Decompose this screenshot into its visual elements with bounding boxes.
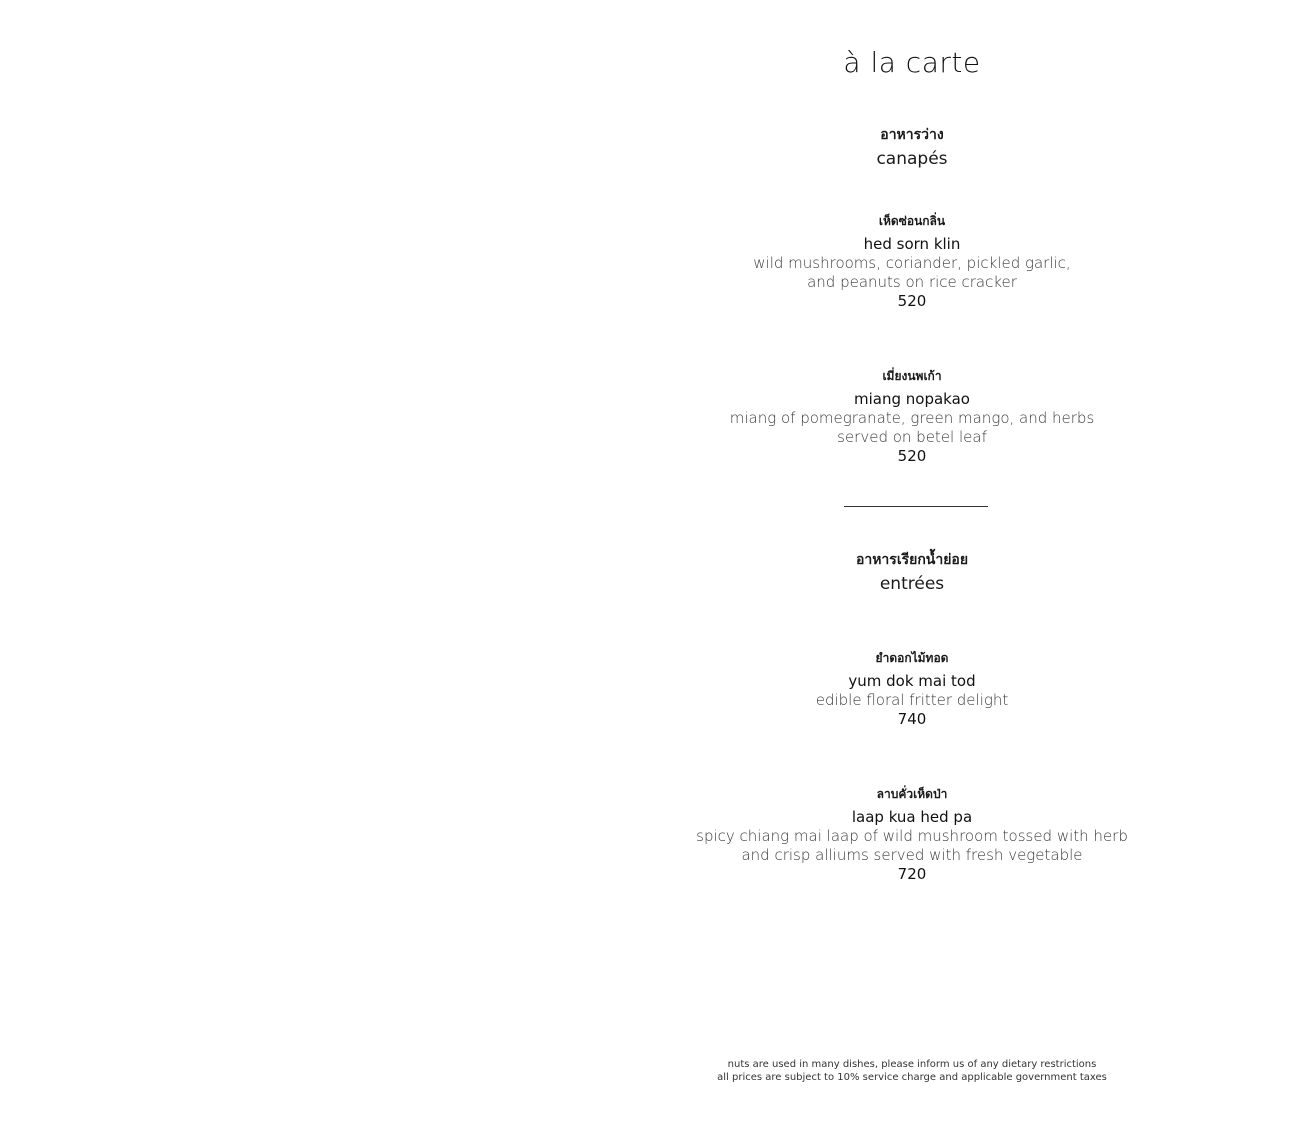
dish-name: miang nopakao xyxy=(854,390,970,408)
dish-description-line: and peanuts on rice cracker xyxy=(807,273,1017,291)
dish-price: 740 xyxy=(897,710,927,728)
dish-name: laap kua hed pa xyxy=(851,808,973,826)
dish-description-line: served on betel leaf xyxy=(837,428,987,446)
dish-price: 720 xyxy=(897,865,927,883)
dish-price: 520 xyxy=(897,447,927,465)
dish-description-line: spicy chiang mai laap of wild mushroom tossed with herb xyxy=(696,827,1128,845)
section-divider xyxy=(844,506,988,507)
section-heading: entrées xyxy=(879,574,945,594)
dish-description-line: and crisp alliums served with fresh vegetable xyxy=(741,846,1083,864)
section-heading: canapés xyxy=(876,149,948,169)
dish-thai-name: ยำดอกไม้ทอด xyxy=(875,651,949,665)
dish-name: yum dok mai tod xyxy=(848,672,976,690)
footer-note: nuts are used in many dishes, please inform us of any dietary restrictions xyxy=(727,1059,1097,1070)
dish-description-line: miang of pomegranate, green mango, and herbs xyxy=(729,409,1095,427)
dish-thai-name: เมี่ยงนพเก้า xyxy=(882,369,942,383)
dish-price: 520 xyxy=(897,292,927,310)
footer-note: all prices are subject to 10% service charge and applicable government taxes xyxy=(717,1072,1107,1083)
dish-thai-name: ลาบคั่วเห็ดป่า xyxy=(876,787,948,801)
section-thai-heading: อาหารเรียกน้ำย่อย xyxy=(855,552,969,568)
menu-title: à la carte xyxy=(843,46,981,79)
dish-thai-name: เห็ดซ่อนกลิ่น xyxy=(878,214,946,228)
dish-name: hed sorn klin xyxy=(863,235,961,253)
section-thai-heading: อาหารว่าง xyxy=(880,127,944,143)
dish-description-line: wild mushrooms, coriander, pickled garlic, xyxy=(753,254,1071,272)
menu-page xyxy=(660,0,1164,1132)
dish-description-line: edible floral fritter delight xyxy=(815,691,1009,709)
